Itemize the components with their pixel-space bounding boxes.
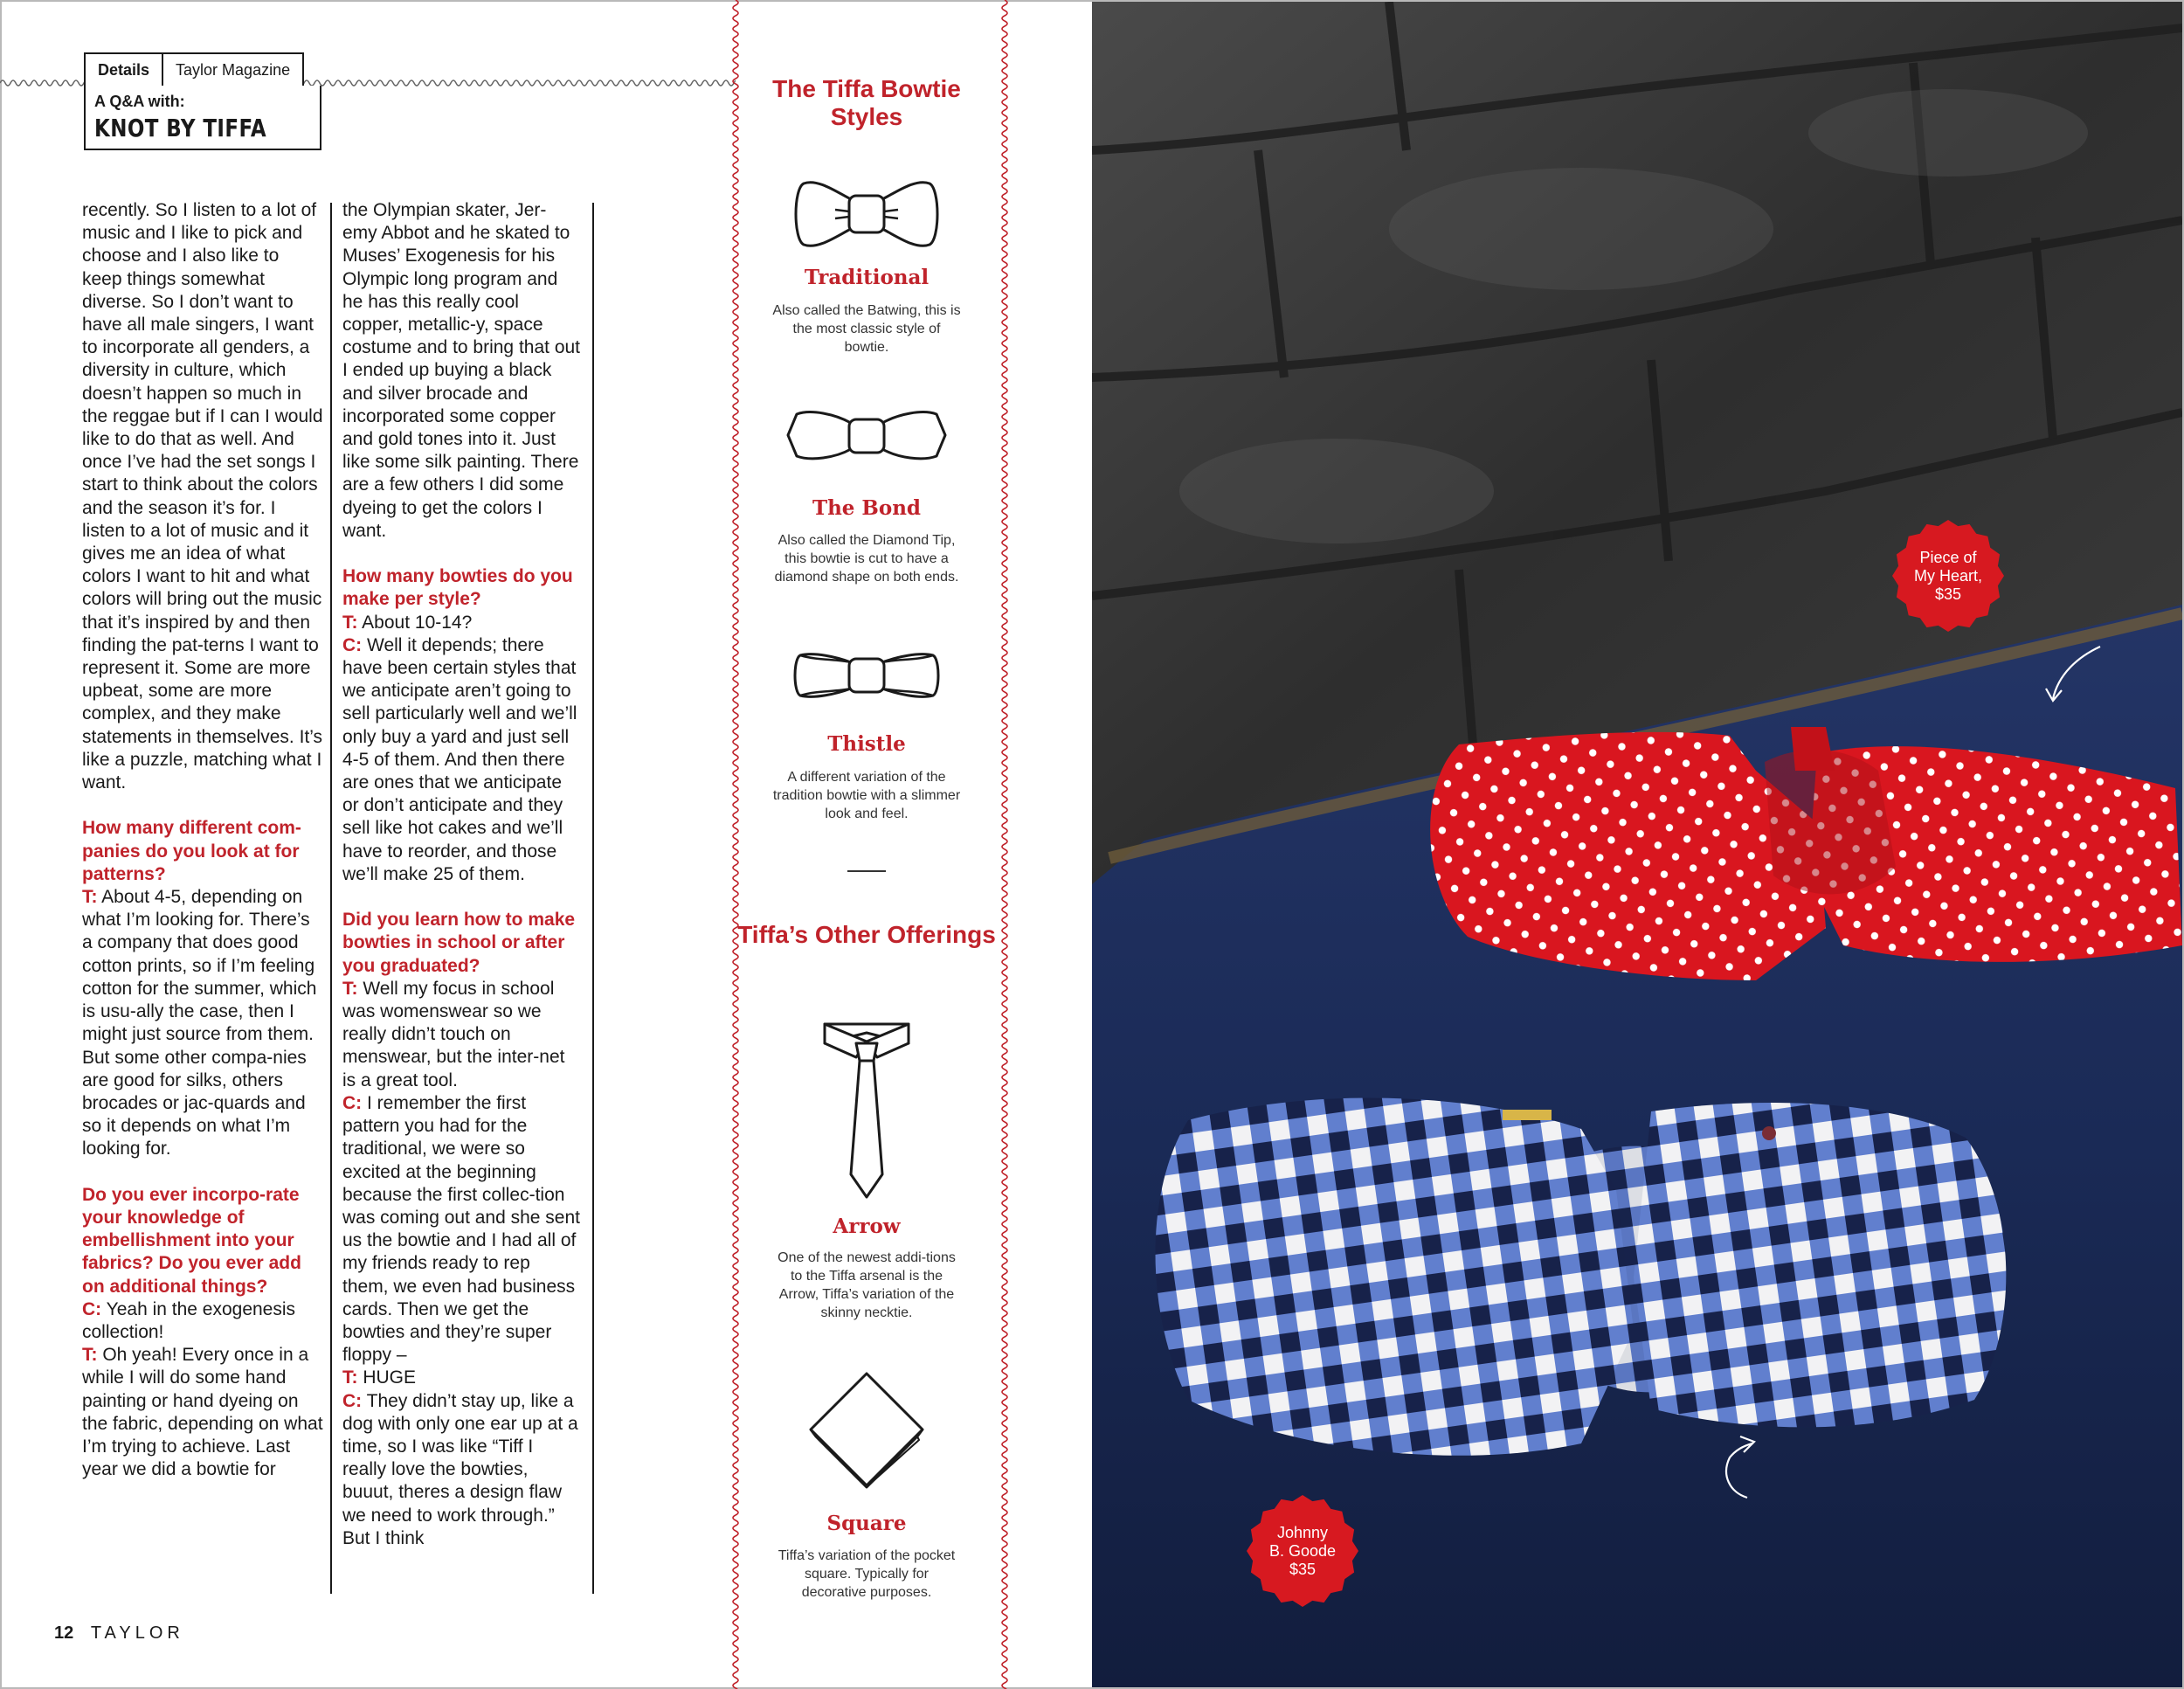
other-offerings-heading: Tiffa’s Other Offerings: [737, 921, 996, 948]
body-paragraph: the Olympian skater, Jer-emy Abbot and he skated to Muses’ Exogenesis for his Olympic long program and he has this really cool copper, metallic-y, space costume and to bring that out I ended up buying a black and silver brocade and incorporated some copper and gold tones into it. Just like some silk painting. There are a few others I did some dyeing to get the colors I want.: [342, 200, 581, 541]
article-column-right: [342, 199, 580, 1550]
interview-question: How many bowties do you make per style?: [342, 566, 573, 610]
answer-text: About 4-5, depending on what I’m looking for. There’s a company that does good cotton prints, so if I’m feeling cotton for the summer, which is usu-ally the case, then I might just source from them. But some other compa-nies are good for silks, others brocades or jac-quards and so it depends on what I’m looking for.: [82, 887, 317, 1159]
page-footer: [54, 1623, 184, 1644]
speaker-label: C:: [342, 634, 363, 655]
speaker-label: T:: [342, 612, 358, 633]
bond-bowtie-icon: [786, 404, 947, 468]
header-tabs: [84, 52, 304, 87]
interview-answer: [82, 886, 323, 1160]
answer-text: About 10-14?: [357, 612, 473, 633]
article-title-box: [84, 86, 321, 150]
section-label: Details: [86, 54, 163, 86]
article-column-left: [82, 199, 323, 1481]
interview-answer: [342, 1092, 580, 1367]
speaker-label: T:: [82, 887, 98, 908]
price-tag-red-bowtie: [1891, 519, 2005, 633]
interview-question: How many different com-panies do you look at for patterns?: [82, 818, 301, 884]
speaker-label: T:: [82, 1345, 98, 1366]
article-title: KNOT BY TIFFA: [94, 114, 267, 142]
answer-text: Yeah in the exogenesis collection!: [82, 1298, 296, 1342]
thistle-bowtie-icon: [791, 647, 942, 704]
price-tag-line: $35: [1934, 585, 1962, 603]
speaker-label: C:: [342, 1390, 363, 1411]
bowtie-product-photo: [1092, 2, 2182, 1687]
bowtie-styles-heading: The Tiffa Bowtie Styles: [772, 75, 961, 130]
sidebar-rule-left: [729, 0, 743, 1689]
interview-answer: [82, 1344, 323, 1481]
interview-answer: [342, 634, 580, 886]
price-tag-line: Piece of: [1919, 548, 1977, 566]
style-name-thistle: Thistle: [827, 732, 906, 756]
offering-name-square: Square: [826, 1512, 907, 1535]
style-desc-thistle: A different variation of the tradition bowtie with a slimmer look and feel.: [772, 770, 961, 821]
answer-text: Well it depends; there have been certain styles that we anticipate aren’t going to sell particularly well and we’ll only buy a yard and just sell 4-5 of them. And then there are ones that we anticipate or don’t anticipate and they sell like hot cakes and we’ll have to reorder, and those we’ll make 25 of them.: [342, 634, 577, 884]
column-rule-right: [592, 203, 594, 1594]
body-paragraph: recently. So I listen to a lot of music and I like to pick and choose and I also like to keep things somewhat diverse. So I don’t want to have all male singers, I want to incorporate all genders, a diversity in culture, which doesn’t happen so much in the reggae but if I can I would like to do that as well. And once I’ve had the set songs I start to think about the colors and the season it’s for. I listen to a lot of music and it gives me an idea of what colors I want to hit and what colors will bring out the music that it’s inspired by and then finding the pat-terns I want to represent it. Some are more upbeat, some are more complex, and they make statements in themselves. It’s like a puzzle, matching what I want.: [82, 200, 323, 793]
answer-text: HUGE: [357, 1367, 417, 1388]
page-number: 12: [54, 1623, 74, 1643]
interview-question: Did you learn how to make bowties in school or after you graduated?: [342, 910, 576, 976]
interview-answer: [342, 978, 580, 1092]
interview-answer: [342, 1367, 580, 1389]
sidebar-rule-right: [998, 0, 1012, 1689]
price-tag-line: B. Goode: [1268, 1541, 1337, 1560]
answer-text: Oh yeah! Every once in a while I will do some hand painting or hand dyeing on the fabric, depending on what I’m trying to achieve. Last year we did a bowtie for: [82, 1345, 323, 1480]
publication-label: Taylor Magazine: [176, 61, 291, 79]
sidebar-divider: [847, 870, 886, 872]
speaker-label: T:: [342, 1367, 358, 1388]
answer-text: They didn’t stay up, like a dog with only one ear up at a time, so I was like “Tiff I really love the bowties, buuut, theres a design flaw we need to work through.” But I think: [342, 1390, 578, 1548]
interview-answer: [342, 1390, 580, 1550]
style-desc-traditional: Also called the Batwing, this is the most classic style of bowtie.: [772, 303, 961, 355]
traditional-bowtie-icon: [791, 175, 942, 253]
offering-desc-arrow: One of the newest addi-tions to the Tiffa arsenal is the Arrow, Tiffa’s variation of the skinny necktie.: [778, 1250, 956, 1320]
speaker-label: T:: [342, 978, 358, 999]
interview-answer: [342, 612, 580, 634]
answer-text: Well my focus in school was womenswear so we really didn’t touch on menswear, but the inter-net is a great tool.: [342, 978, 565, 1090]
style-name-traditional: Traditional: [804, 266, 930, 289]
pocket-square-icon: [807, 1370, 926, 1489]
column-rule-left: [330, 203, 332, 1594]
speaker-label: C:: [82, 1298, 102, 1319]
interview-answer: [82, 1298, 323, 1344]
price-tag-gingham-bowtie: [1246, 1494, 1359, 1608]
interview-question: Do you ever incorpo-rate your knowledge of embellishment into your fabrics? Do you ever add on additional things?: [82, 1184, 301, 1297]
style-name-bond: The Bond: [812, 496, 922, 520]
offering-desc-square: Tiffa’s variation of the pocket square. Typically for decorative purposes.: [778, 1548, 956, 1600]
price-tag-line: Johnny: [1276, 1523, 1329, 1541]
necktie-icon: [819, 1021, 914, 1201]
offering-name-arrow: Arrow: [833, 1215, 901, 1238]
style-desc-bond: Also called the Diamond Tip, this bowtie is cut to have a diamond shape on both ends.: [774, 533, 959, 585]
price-tag-line: My Heart,: [1913, 566, 1982, 585]
magazine-name: TAYLOR: [90, 1623, 184, 1643]
price-tag-line: $35: [1289, 1560, 1317, 1578]
article-subtitle: A Q&A with:: [94, 93, 185, 110]
answer-text: I remember the first pattern you had for the traditional, we were so excited at the beginning because the first collec-tion was coming out and she sent us the bowtie and I had all of my friends ready to rep them, we even had business cards. Then we get the bowties and they’re super floppy –: [342, 1092, 580, 1366]
speaker-label: C:: [342, 1092, 363, 1113]
